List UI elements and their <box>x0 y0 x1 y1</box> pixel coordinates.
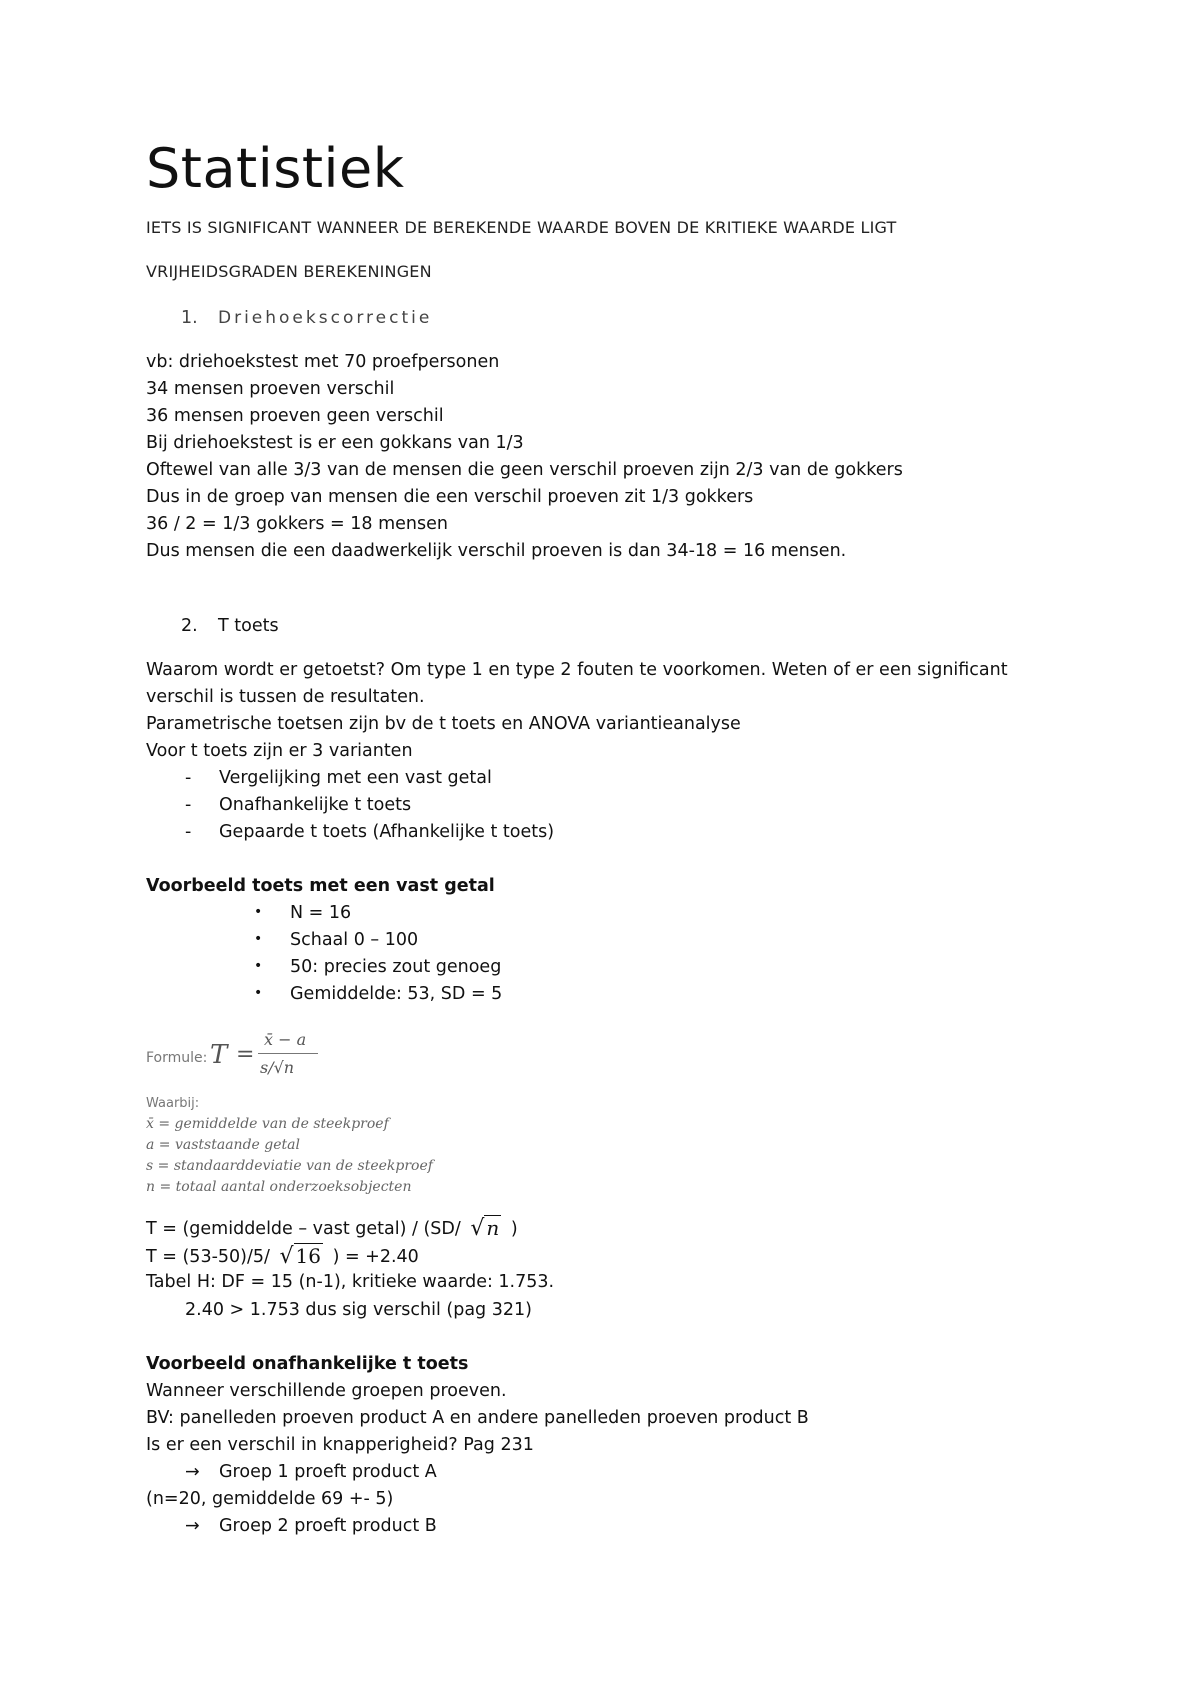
group-2-item <box>185 1516 437 1537</box>
dash-marker: - <box>185 768 192 788</box>
section-2-line: Parametrische toetsen zijn bv de t toets en ANOVA variantieanalyse <box>146 714 741 734</box>
list-item <box>185 795 411 815</box>
arrow-right-icon: → <box>185 1516 200 1536</box>
significance-note: IETS IS SIGNIFICANT WANNEER DE BEREKENDE WAARDE BOVEN DE KRITIEKE WAARDE LIGT <box>146 218 897 237</box>
group-2-label: Groep 2 proeft product B <box>219 1516 437 1536</box>
list-item-label: Schaal 0 – 100 <box>290 930 419 950</box>
formula-lhs: T <box>210 1040 228 1070</box>
group-1-stats: (n=20, gemiddelde 69 +- 5) <box>146 1489 394 1509</box>
arrow-right-icon: → <box>185 1462 200 1482</box>
definitions-label: Waarbij: <box>146 1096 200 1111</box>
definition-item: x̄ = gemiddelde van de steekproef <box>146 1116 389 1132</box>
example-1-heading: Voorbeeld toets met een vast getal <box>146 876 495 896</box>
group-1-label: Groep 1 proeft product A <box>219 1462 437 1482</box>
group-1-item <box>185 1462 437 1483</box>
bullet-marker: • <box>254 958 263 974</box>
formula-label: Formule: <box>146 1050 208 1066</box>
example-2-line: BV: panelleden proeven product A en andere panelleden proeven product B <box>146 1408 809 1428</box>
sqrt-radicand: n <box>486 1216 500 1240</box>
sqrt-icon: √ <box>279 1244 294 1269</box>
section-2-line: Waarom wordt er getoetst? Om type 1 en type 2 fouten te voorkomen. Weten of er een significant <box>146 660 1008 680</box>
list-item-label: 50: precies zout genoeg <box>290 957 502 977</box>
list-item-label: Gepaarde t toets (Afhankelijke t toets) <box>219 822 555 842</box>
section-1-line: Oftewel van alle 3/3 van de mensen die geen verschil proeven zijn 2/3 van de gokkers <box>146 460 903 480</box>
section-2-heading: T toets <box>218 616 279 636</box>
calculation-text: T = (gemiddelde – vast getal) / (SD/ <box>146 1219 461 1239</box>
definition-item: a = vaststaande getal <box>146 1137 300 1153</box>
formula-image <box>146 1030 316 1086</box>
section-1-line: Dus in de groep van mensen die een verschil proeven zit 1/3 gokkers <box>146 487 754 507</box>
list-item-label: N = 16 <box>290 903 352 923</box>
formula-numerator: x̄ − a <box>264 1030 307 1049</box>
list-item-label: Vergelijking met een vast getal <box>219 768 492 788</box>
dash-marker: - <box>185 822 192 842</box>
example-2-line: Is er een verschil in knapperigheid? Pag 231 <box>146 1435 534 1455</box>
section-1-heading: Driehoekscorrectie <box>218 308 433 328</box>
section-2-line: verschil is tussen de resultaten. <box>146 687 425 707</box>
section-1-line: Dus mensen die een daadwerkelijk verschil proeven is dan 34-18 = 16 mensen. <box>146 541 847 561</box>
section-2-number: 2. <box>181 616 198 636</box>
list-item <box>254 957 501 977</box>
bullet-marker: • <box>254 904 263 920</box>
list-item-label: Onafhankelijke t toets <box>219 795 412 815</box>
section-caption: VRIJHEIDSGRADEN BEREKENINGEN <box>146 262 432 281</box>
conclusion-line: 2.40 > 1.753 dus sig verschil (pag 321) <box>185 1300 532 1320</box>
calculation-text: T = (53-50)/5/ <box>146 1247 270 1267</box>
definition-item: n = totaal aantal onderzoeksobjecten <box>146 1179 412 1195</box>
calculation-line <box>146 1216 518 1242</box>
formula-denominator: s/√n <box>260 1058 295 1077</box>
list-item <box>254 903 351 923</box>
formula-equals: = <box>236 1042 255 1067</box>
section-2-line: Voor t toets zijn er 3 varianten <box>146 741 413 761</box>
calculation-text: ) = +2.40 <box>332 1247 419 1267</box>
sqrt-icon: √ <box>470 1216 485 1241</box>
section-1-line: 36 / 2 = 1/3 gokkers = 18 mensen <box>146 514 448 534</box>
section-1-number: 1. <box>181 308 198 328</box>
example-2-line: Wanneer verschillende groepen proeven. <box>146 1381 507 1401</box>
definition-item: s = standaarddeviatie van de steekproef <box>146 1158 433 1174</box>
sqrt-radicand: 16 <box>295 1244 321 1268</box>
table-line: Tabel H: DF = 15 (n-1), kritieke waarde: 1.753. <box>146 1272 555 1292</box>
bullet-marker: • <box>254 931 263 947</box>
section-1-line: 36 mensen proeven geen verschil <box>146 406 444 426</box>
bullet-marker: • <box>254 985 263 1001</box>
section-1-line: 34 mensen proeven verschil <box>146 379 395 399</box>
calculation-line <box>146 1244 419 1270</box>
fraction-bar <box>258 1053 318 1054</box>
sqrt-16 <box>276 1244 327 1270</box>
calculation-text: ) <box>510 1219 518 1239</box>
list-item <box>185 768 492 788</box>
list-item <box>254 930 418 950</box>
section-1-line: Bij driehoekstest is er een gokkans van 1/3 <box>146 433 524 453</box>
definitions-image <box>146 1096 486 1206</box>
list-item <box>254 984 502 1004</box>
section-1-line: vb: driehoekstest met 70 proefpersonen <box>146 352 500 372</box>
dash-marker: - <box>185 795 192 815</box>
list-item <box>185 822 554 842</box>
example-2-heading: Voorbeeld onafhankelijke t toets <box>146 1354 469 1374</box>
list-item-label: Gemiddelde: 53, SD = 5 <box>290 984 503 1004</box>
page-title: Statistiek <box>146 137 405 200</box>
sqrt-n <box>466 1216 505 1242</box>
